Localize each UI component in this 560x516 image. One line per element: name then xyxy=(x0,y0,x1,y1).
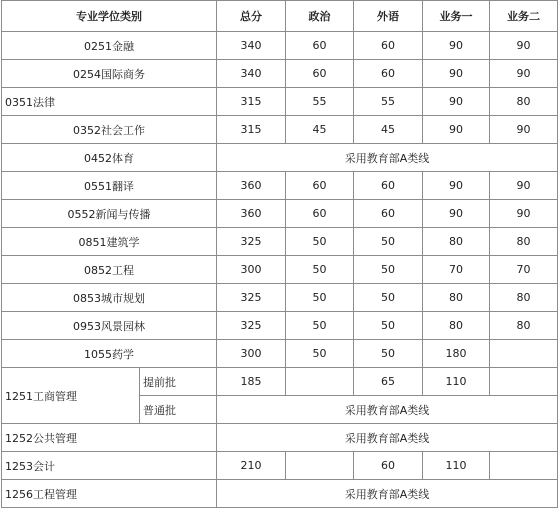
row-category: 1252公共管理 xyxy=(2,424,217,452)
table-row xyxy=(2,32,558,60)
header-row xyxy=(2,1,558,32)
row-category: 0254国际商务 xyxy=(2,60,217,88)
cell-subject-1: 90 xyxy=(423,116,490,144)
cell-subject-2: 70 xyxy=(490,256,558,284)
cell-total: 325 xyxy=(217,228,286,256)
table-row xyxy=(2,452,558,480)
cell-foreign-language: 50 xyxy=(354,256,423,284)
cell-politics xyxy=(286,452,354,480)
cell-subject-1: 80 xyxy=(423,228,490,256)
header-subject-2: 业务二 xyxy=(490,1,558,32)
cell-foreign-language: 60 xyxy=(354,200,423,228)
cell-total: 340 xyxy=(217,32,286,60)
cell-total: 315 xyxy=(217,88,286,116)
cell-total: 325 xyxy=(217,284,286,312)
cell-subject-1: 110 xyxy=(423,452,490,480)
cell-subject-1: 110 xyxy=(423,368,490,396)
header-total: 总分 xyxy=(217,1,286,32)
cell-a-line-note: 采用教育部A类线 xyxy=(217,144,558,172)
cell-foreign-language: 45 xyxy=(354,116,423,144)
cell-politics xyxy=(286,368,354,396)
row-category: 0552新闻与传播 xyxy=(2,200,217,228)
table-row-mba-early xyxy=(2,368,558,396)
cell-total: 210 xyxy=(217,452,286,480)
cell-a-line-note: 采用教育部A类线 xyxy=(217,480,558,508)
row-category: 0452体育 xyxy=(2,144,217,172)
cell-subject-1: 70 xyxy=(423,256,490,284)
cell-politics: 50 xyxy=(286,284,354,312)
table-row xyxy=(2,340,558,368)
cell-total: 185 xyxy=(217,368,286,396)
row-category: 0852工程 xyxy=(2,256,217,284)
score-table xyxy=(1,0,558,508)
cell-politics: 60 xyxy=(286,32,354,60)
table-row xyxy=(2,480,558,508)
cell-subject-2 xyxy=(490,452,558,480)
cell-foreign-language: 60 xyxy=(354,172,423,200)
cell-subject-1: 90 xyxy=(423,200,490,228)
cell-total: 315 xyxy=(217,116,286,144)
cell-a-line-note: 采用教育部A类线 xyxy=(217,396,558,424)
cell-politics: 50 xyxy=(286,312,354,340)
cell-politics: 60 xyxy=(286,60,354,88)
cell-subject-1: 90 xyxy=(423,172,490,200)
cell-politics: 55 xyxy=(286,88,354,116)
sub-category-early: 提前批 xyxy=(140,368,217,396)
row-category: 1253会计 xyxy=(2,452,217,480)
cell-politics: 50 xyxy=(286,228,354,256)
table-row xyxy=(2,424,558,452)
cell-subject-1: 90 xyxy=(423,32,490,60)
cell-subject-1: 180 xyxy=(423,340,490,368)
row-category: 1055药学 xyxy=(2,340,217,368)
cell-subject-2: 90 xyxy=(490,200,558,228)
cell-subject-2: 90 xyxy=(490,60,558,88)
cell-subject-2: 80 xyxy=(490,228,558,256)
cell-subject-2: 90 xyxy=(490,32,558,60)
cell-politics: 60 xyxy=(286,172,354,200)
row-category: 0251金融 xyxy=(2,32,217,60)
row-category: 0551翻译 xyxy=(2,172,217,200)
header-foreign-language: 外语 xyxy=(354,1,423,32)
cell-a-line-note: 采用教育部A类线 xyxy=(217,424,558,452)
cell-subject-1: 80 xyxy=(423,312,490,340)
cell-foreign-language: 55 xyxy=(354,88,423,116)
table-row xyxy=(2,88,558,116)
row-category: 0851建筑学 xyxy=(2,228,217,256)
table-row xyxy=(2,144,558,172)
cell-subject-2: 80 xyxy=(490,284,558,312)
cell-foreign-language: 60 xyxy=(354,60,423,88)
cell-total: 300 xyxy=(217,340,286,368)
cell-politics: 50 xyxy=(286,256,354,284)
table-row xyxy=(2,284,558,312)
row-category: 0953风景园林 xyxy=(2,312,217,340)
cell-foreign-language: 65 xyxy=(354,368,423,396)
cell-politics: 60 xyxy=(286,200,354,228)
cell-subject-2: 80 xyxy=(490,312,558,340)
header-politics: 政治 xyxy=(286,1,354,32)
cell-foreign-language: 50 xyxy=(354,340,423,368)
cell-subject-1: 90 xyxy=(423,60,490,88)
cell-subject-2: 90 xyxy=(490,172,558,200)
table-row xyxy=(2,228,558,256)
cell-total: 360 xyxy=(217,172,286,200)
cell-total: 325 xyxy=(217,312,286,340)
row-category: 1256工程管理 xyxy=(2,480,217,508)
cell-total: 360 xyxy=(217,200,286,228)
cell-foreign-language: 50 xyxy=(354,284,423,312)
header-subject-1: 业务一 xyxy=(423,1,490,32)
cell-subject-2: 90 xyxy=(490,116,558,144)
header-category: 专业学位类别 xyxy=(2,1,217,32)
row-category: 0351法律 xyxy=(2,88,217,116)
cell-total: 300 xyxy=(217,256,286,284)
cell-politics: 45 xyxy=(286,116,354,144)
table-row xyxy=(2,312,558,340)
table-row xyxy=(2,60,558,88)
cell-subject-2 xyxy=(490,340,558,368)
table-row xyxy=(2,256,558,284)
cell-foreign-language: 60 xyxy=(354,452,423,480)
sub-category-normal: 普通批 xyxy=(140,396,217,424)
row-category: 0853城市规划 xyxy=(2,284,217,312)
cell-politics: 50 xyxy=(286,340,354,368)
row-category: 1251工商管理 xyxy=(2,368,140,424)
row-category: 0352社会工作 xyxy=(2,116,217,144)
cell-foreign-language: 50 xyxy=(354,312,423,340)
cell-subject-2: 80 xyxy=(490,88,558,116)
cell-foreign-language: 60 xyxy=(354,32,423,60)
cell-subject-1: 80 xyxy=(423,284,490,312)
table-row xyxy=(2,172,558,200)
cell-subject-2 xyxy=(490,368,558,396)
table-row xyxy=(2,116,558,144)
table-row xyxy=(2,200,558,228)
cell-foreign-language: 50 xyxy=(354,228,423,256)
cell-total: 340 xyxy=(217,60,286,88)
cell-subject-1: 90 xyxy=(423,88,490,116)
